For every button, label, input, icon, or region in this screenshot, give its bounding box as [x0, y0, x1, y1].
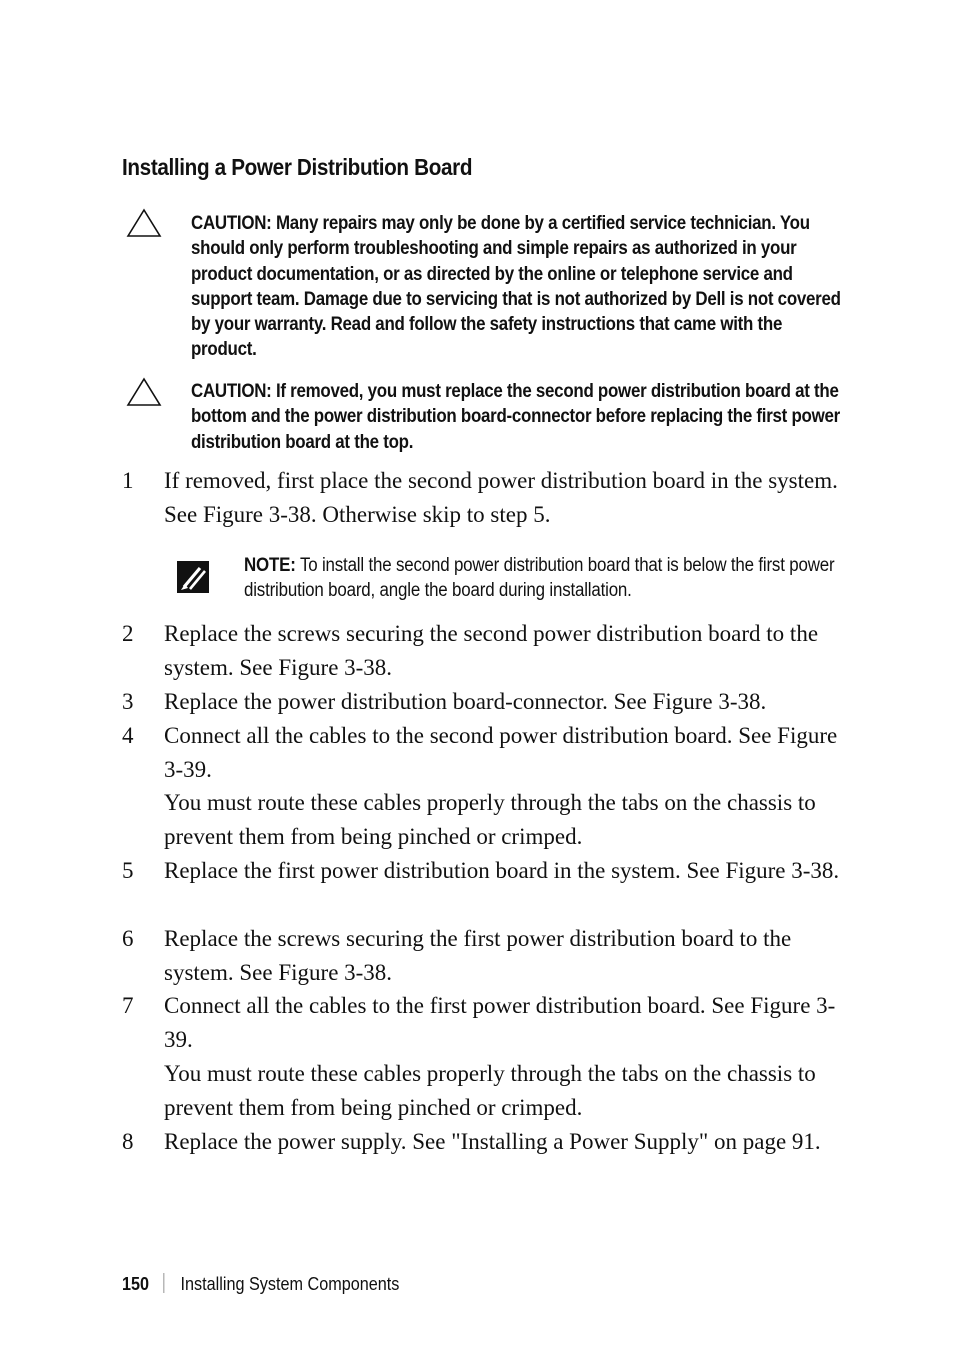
step-number: 8 [122, 1129, 134, 1154]
caution-text: CAUTION: If removed, you must replace the second power distribution board at the bottom and the power distribution board-connector before replacing the first power distribution board at the top. [191, 381, 840, 453]
step-text: Replace the first power distribution board in the system. See Figure 3-38. [164, 858, 840, 883]
step-number: 4 [122, 723, 134, 748]
step-subnote: You must route these cables properly through the tabs on the chassis to prevent them from being pinched or crimped. [164, 790, 816, 849]
list-item [122, 685, 862, 719]
list-item [122, 922, 862, 990]
step-text: Replace the power distribution board-connector. See Figure 3-38. [164, 689, 767, 714]
step-number: 3 [122, 689, 134, 714]
note-body: To install the second power distribution board that is below the first power distribution board, angle the board during installation. [244, 555, 835, 601]
footer-section: Installing System Components [180, 1274, 400, 1294]
page-footer [122, 1273, 399, 1295]
list-item [122, 854, 862, 888]
step-text: If removed, first place the second power distribution board in the system. See Figure 3-38. Otherwise skip to step 5. [164, 468, 838, 527]
step-number: 5 [122, 858, 134, 883]
caution-triangle-icon [126, 208, 162, 238]
step-text: Connect all the cables to the first power distribution board. See Figure 3-39. [164, 993, 836, 1052]
caution-triangle-icon [126, 377, 162, 407]
list-item [122, 1125, 862, 1159]
step-number: 7 [122, 993, 134, 1018]
note-label: NOTE: [244, 555, 296, 576]
page-number: 150 [122, 1274, 150, 1294]
step-text: Replace the power supply. See "Installing a Power Supply" on page 91. [164, 1129, 821, 1154]
step-subnote: You must route these cables properly through the tabs on the chassis to prevent them from being pinched or crimped. [164, 1061, 816, 1120]
step-text: Replace the screws securing the first power distribution board to the system. See Figure 3-38. [164, 926, 792, 985]
step-number: 1 [122, 468, 134, 493]
footer-divider [163, 1273, 164, 1293]
list-item [122, 719, 862, 787]
step-number: 6 [122, 926, 134, 951]
page-title: Installing a Power Distribution Board [122, 154, 473, 180]
list-item [122, 617, 862, 685]
step-text: Connect all the cables to the second power distribution board. See Figure 3-39. [164, 723, 838, 782]
step-text: Replace the screws securing the second power distribution board to the system. See Figure 3-38. [164, 621, 819, 680]
list-item [122, 464, 862, 532]
list-item [122, 989, 862, 1057]
caution-text: CAUTION: Many repairs may only be done by a certified service technician. You should only perform troubleshooting and simple repairs as authorized in your product documentation, or as directed by the online or telephone service and support team. Damage due to servicing that is not authorized by Dell is not covered by your warranty. Read and follow the safety instructions that came with the product. [191, 213, 841, 361]
note-pencil-icon [176, 560, 210, 594]
step-number: 2 [122, 621, 134, 646]
note-text [244, 553, 858, 603]
